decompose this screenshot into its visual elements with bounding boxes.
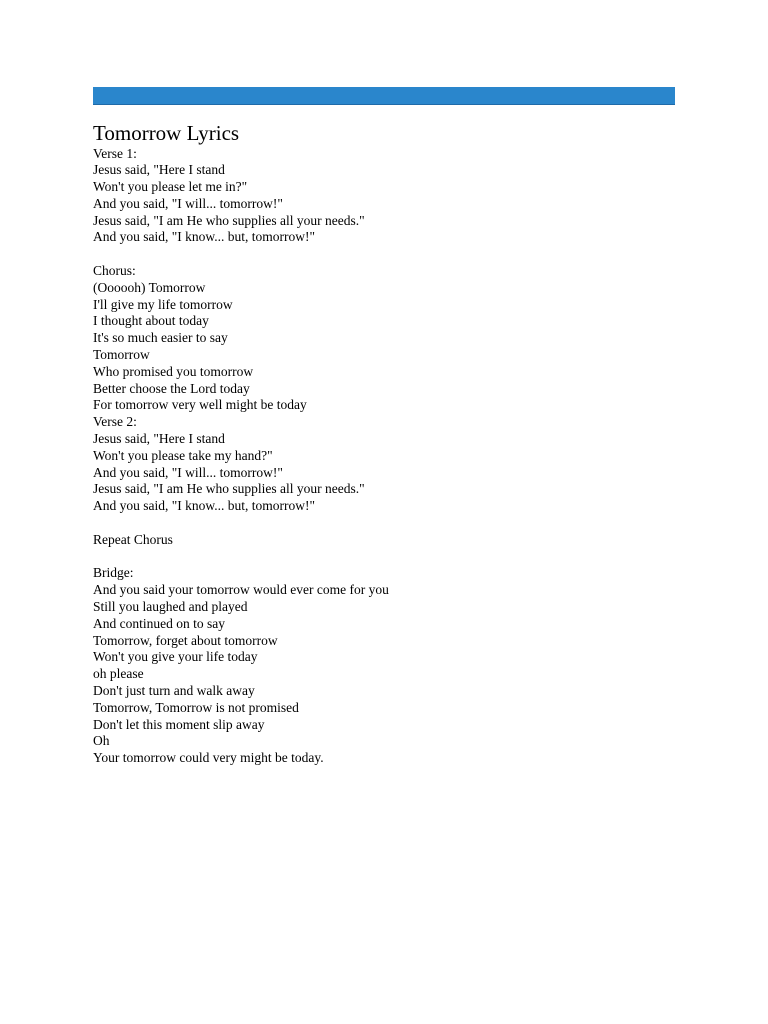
lyric-line: Don't let this moment slip away (93, 716, 265, 732)
lyric-line: Tomorrow, forget about tomorrow (93, 632, 278, 648)
lyric-line: And you said your tomorrow would ever come for you (93, 582, 389, 598)
lyric-line: Jesus said, "I am He who supplies all your needs." (93, 481, 365, 497)
lyric-line: Won't you please let me in?" (93, 179, 248, 195)
lyric-line: And continued on to say (93, 615, 225, 631)
header-bar (93, 87, 675, 105)
lyric-line: And you said, "I will... tomorrow!" (93, 464, 283, 480)
lyric-line: Verse 1: (93, 145, 137, 161)
lyric-line: Don't just turn and walk away (93, 683, 255, 698)
lyric-line: It's so much easier to say (93, 330, 228, 346)
lyric-line: (Oooooh) Tomorrow (93, 279, 206, 295)
lyric-line: Verse 2: (93, 414, 137, 430)
blank-line (93, 549, 693, 566)
lyric-line: Still you laughed and played (93, 599, 248, 615)
lyric-line: Tomorrow (93, 347, 150, 363)
lyric-line: And you said, "I know... but, tomorrow!" (93, 229, 315, 245)
lyric-line: And you said, "I know... but, tomorrow!" (93, 498, 315, 514)
lyric-line: Better choose the Lord today (93, 380, 250, 396)
lyric-line: Bridge: (93, 565, 134, 581)
lyric-line: Chorus: (93, 263, 136, 279)
lyric-line: Who promised you tomorrow (93, 363, 254, 379)
blank-line (93, 246, 693, 263)
lyric-line: Your tomorrow could very might be today. (93, 750, 324, 766)
lyric-line: Jesus said, "I am He who supplies all your needs." (93, 212, 365, 228)
lyric-line: Jesus said, "Here I stand (93, 162, 225, 178)
document-title: Tomorrow Lyrics (93, 121, 240, 145)
lyric-line: Won't you please take my hand?" (93, 447, 273, 463)
lyrics-body (93, 146, 693, 767)
lyric-line: I'll give my life tomorrow (93, 296, 233, 312)
lyric-line: For tomorrow very well might be today (93, 397, 307, 413)
blank-line (93, 515, 693, 532)
lyric-line: I thought about today (93, 313, 209, 329)
lyric-line: Tomorrow, Tomorrow is not promised (93, 699, 299, 715)
lyric-line: Repeat Chorus (93, 531, 173, 547)
lyric-line: Won't you give your life today (93, 649, 258, 665)
lyric-line: And you said, "I will... tomorrow!" (93, 195, 283, 211)
lyric-line: Oh (93, 733, 110, 749)
lyric-line: Jesus said, "Here I stand (93, 431, 225, 447)
lyric-line: oh please (93, 666, 144, 682)
